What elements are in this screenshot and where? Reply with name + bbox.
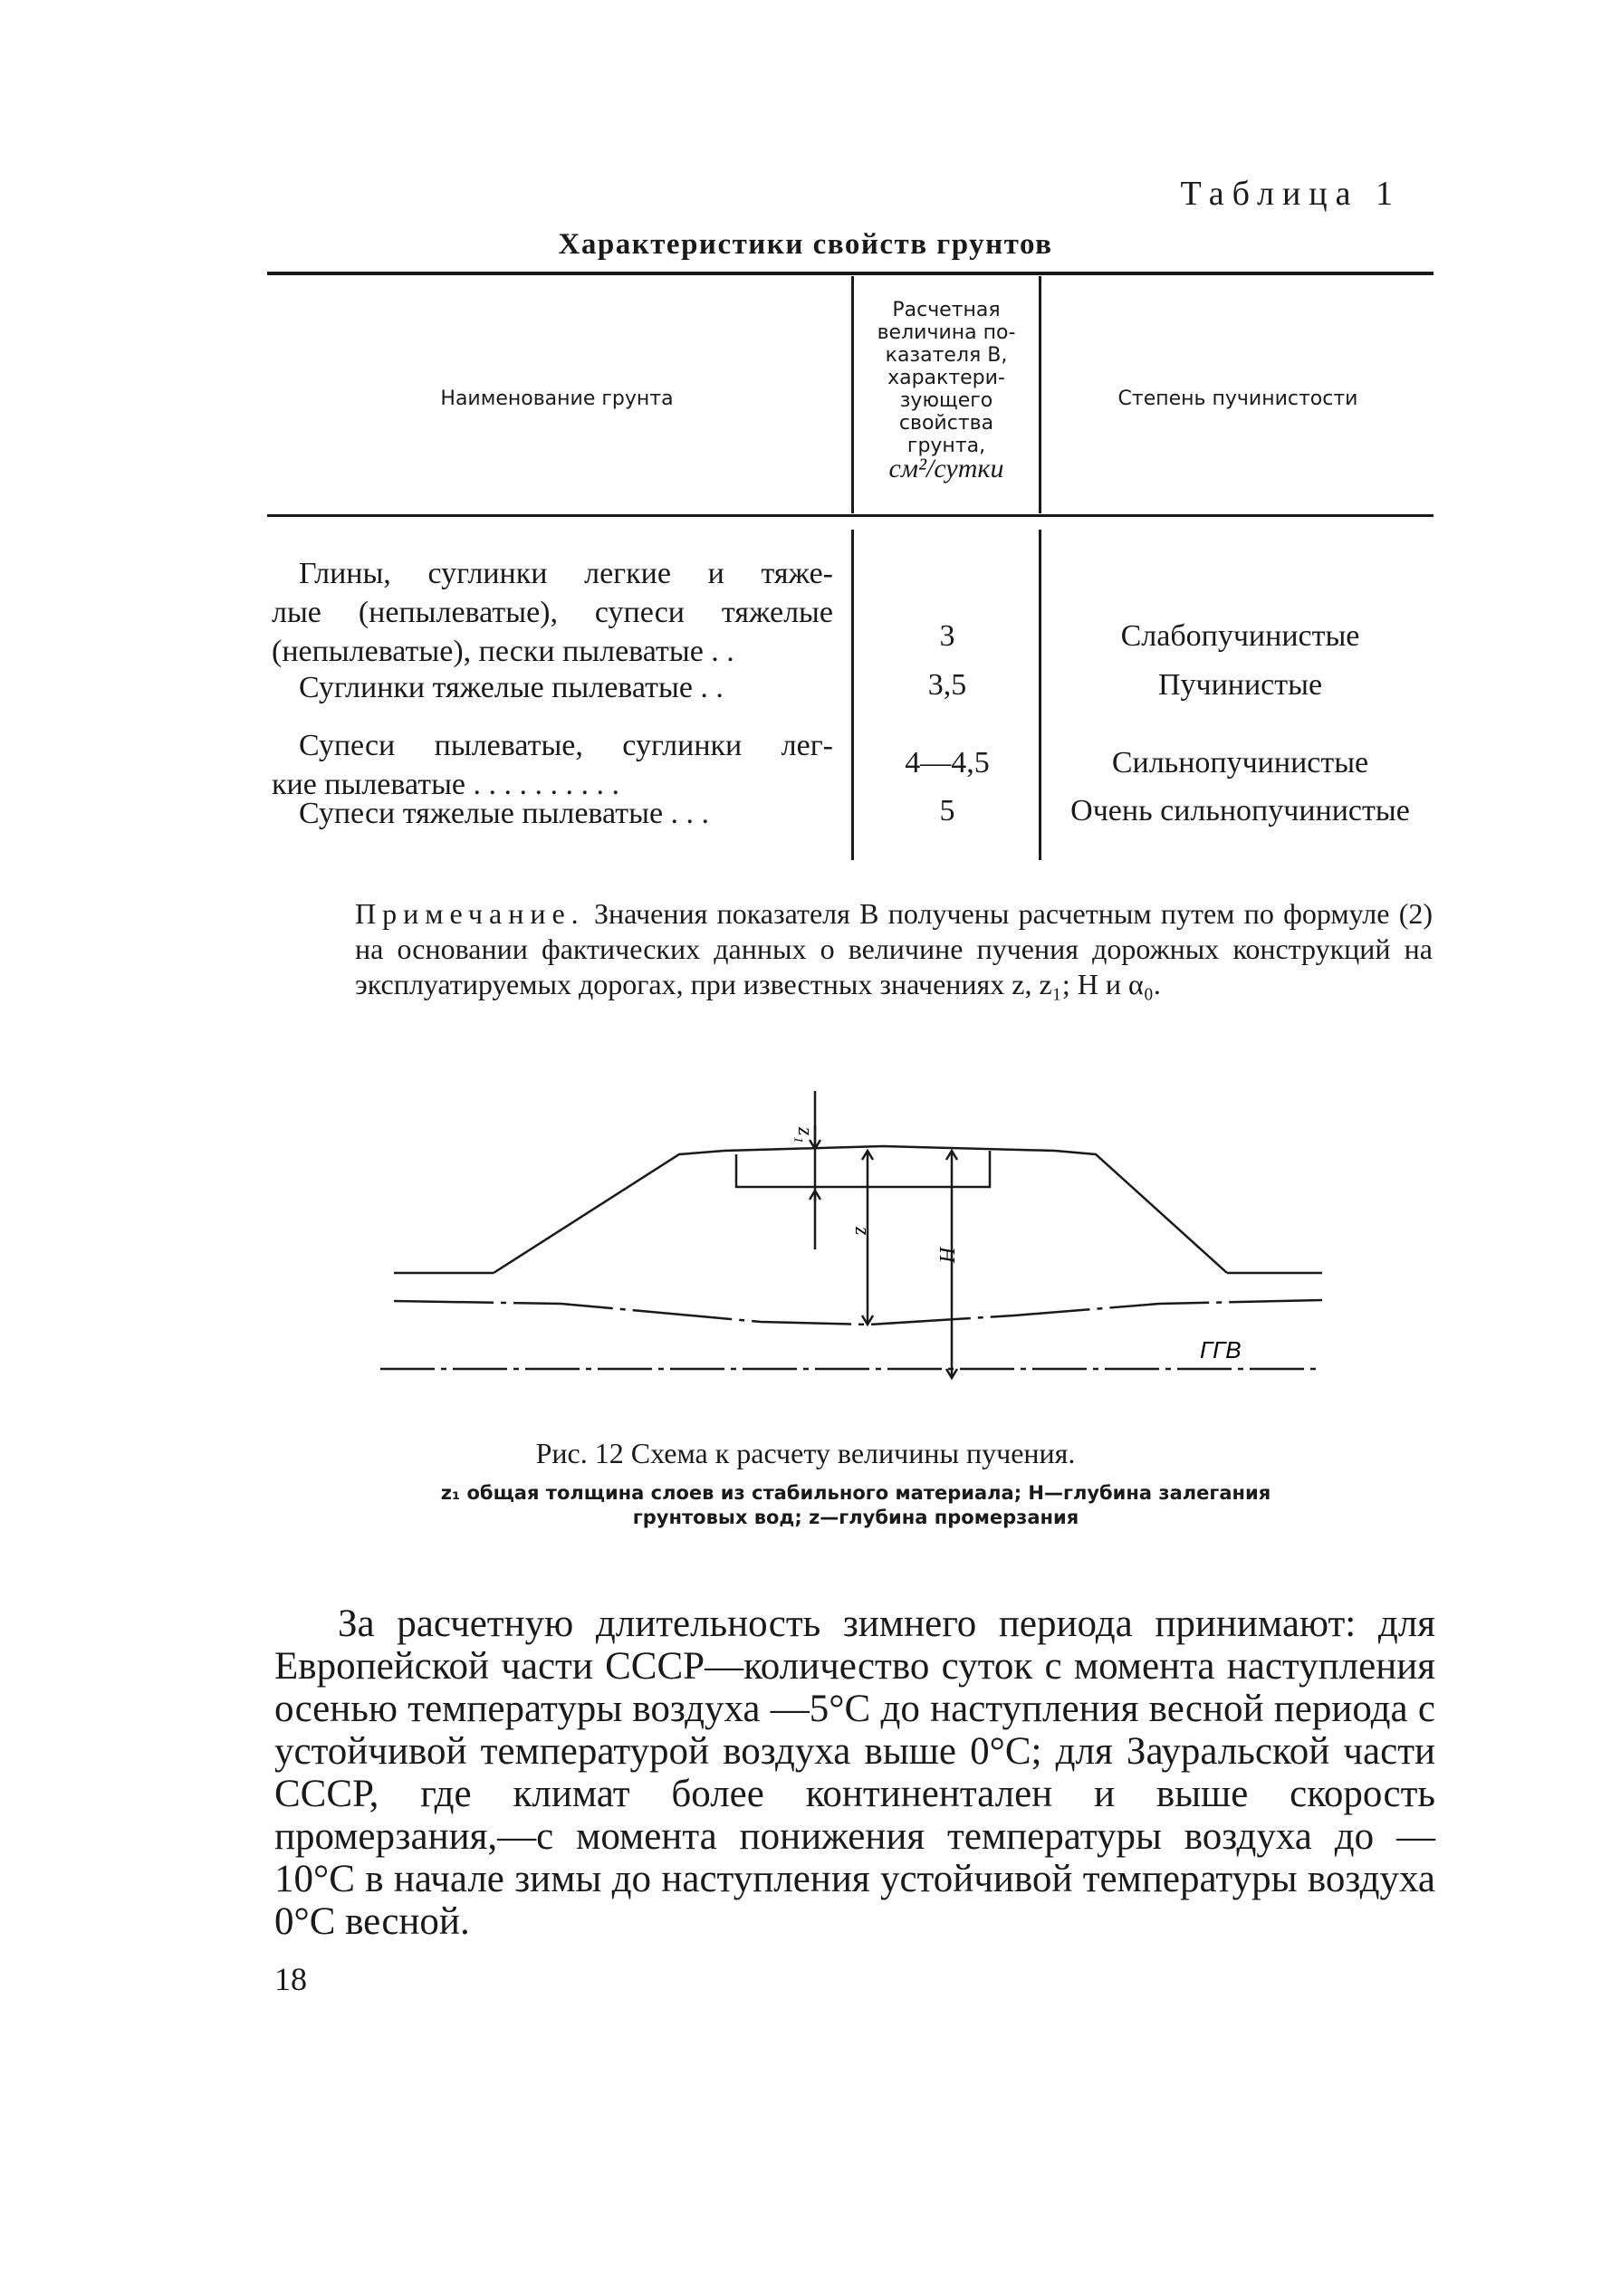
table-col-divider-2 xyxy=(1039,276,1041,513)
table-row-1-value: 3 xyxy=(939,619,955,653)
table-body-divider-1 xyxy=(851,530,854,860)
figure-caption: Рис. 12 Схема к расчету величины пучения. xyxy=(535,1437,1076,1469)
row-line: Супеси пылеватые, суглинки лег- xyxy=(299,729,833,762)
z1-arrow-bottom xyxy=(810,1191,820,1201)
table-col-divider-1 xyxy=(851,276,854,513)
table-row-3-name xyxy=(272,726,833,804)
table-row-1-name xyxy=(272,554,833,671)
freezing-boundary xyxy=(394,1300,1322,1325)
table-row-2-name xyxy=(272,668,833,707)
header-b-line: величина по- xyxy=(877,321,1016,344)
table-row-3-value: 4—4,5 xyxy=(905,746,990,780)
table-row-4-value: 5 xyxy=(939,794,955,828)
ggv-label: ГГВ xyxy=(1200,1336,1242,1363)
table-top-rule xyxy=(267,272,1434,275)
row-line: Супеси тяжелые пылеватые . . . xyxy=(299,797,710,830)
header-b-line: грунта, xyxy=(906,435,986,457)
body-paragraph xyxy=(274,1602,1435,1943)
table-row-2-value: 3,5 xyxy=(927,668,967,702)
table-header-rule xyxy=(267,514,1434,517)
table-body-divider-2 xyxy=(1039,530,1041,860)
header-b-value xyxy=(856,299,1037,483)
H-label: H xyxy=(935,1247,958,1263)
row-line: кие пылеватые . . . . . . . . . . xyxy=(272,768,620,801)
table-row-2-degree: Пучинистые xyxy=(1157,668,1323,702)
table-note xyxy=(355,896,1433,1002)
row-line: Суглинки тяжелые пылеватые . . xyxy=(299,671,724,704)
header-b-line: казателя B, xyxy=(885,344,1008,367)
table-title: Характеристики свойств грунтов xyxy=(558,228,1053,261)
header-b-line: Расчетная xyxy=(892,299,1001,321)
table-row-4-degree: Очень сильнопучинистые xyxy=(1070,794,1410,828)
body-text: За расчетную длительность зимнего периода принимают: для Европейской части СССР—количество суток с момента наступления осенью температуры воздуха —5°С до наступления весной периода с устойчивой температурой воздуха выше 0°С; для Зауральской части СССР, где климат более континентален и выше скорость промерзания,—с момента понижения температуры воздуха до —10°С в начале зимы до наступления устойчивой температуры воздуха 0°С весной. xyxy=(274,1602,1435,1943)
table-row-4-name xyxy=(272,794,833,833)
row-line: Глины, суглинки легкие и тяже- xyxy=(299,557,833,590)
z1-label: z₁ xyxy=(793,1127,817,1143)
figure-legend: z₁ общая толщина слоев из стабильного материала; H—глубина залегания грунтовых вод; z—глубина промерзания xyxy=(440,1482,1271,1528)
header-degree: Степень пучинистости xyxy=(1117,387,1358,410)
header-b-line: характери- xyxy=(887,367,1005,389)
note-label: Примечание. xyxy=(355,897,585,930)
row-line: (непылеватые), пески пылеватые . . xyxy=(272,635,734,668)
row-line: лые (непылеватые), супеси тяжелые xyxy=(272,596,833,629)
header-b-line: зующего xyxy=(899,389,993,412)
table-label: Таблица 1 xyxy=(1180,175,1401,213)
heaving-scheme-figure xyxy=(380,1082,1340,1394)
table-row-3-degree: Сильнопучинистые xyxy=(1111,746,1369,780)
page-number: 18 xyxy=(274,1961,307,1997)
table-row-1-degree: Слабопучинистые xyxy=(1120,619,1360,653)
header-soil-name: Наименование грунта xyxy=(440,387,674,410)
embankment-outline xyxy=(494,1146,1227,1273)
z-label: z xyxy=(850,1227,874,1236)
header-b-line: свойства xyxy=(898,412,994,435)
note-text: Значения показателя B получены расчетным путем по формуле (2) на основании фактических данных о величине пучения дорожных конструкций на эксплуатируемых дорогах, при известных значениях z, z₁; H и α₀. xyxy=(355,897,1434,1000)
header-b-unit: см²/сутки xyxy=(888,454,1004,483)
